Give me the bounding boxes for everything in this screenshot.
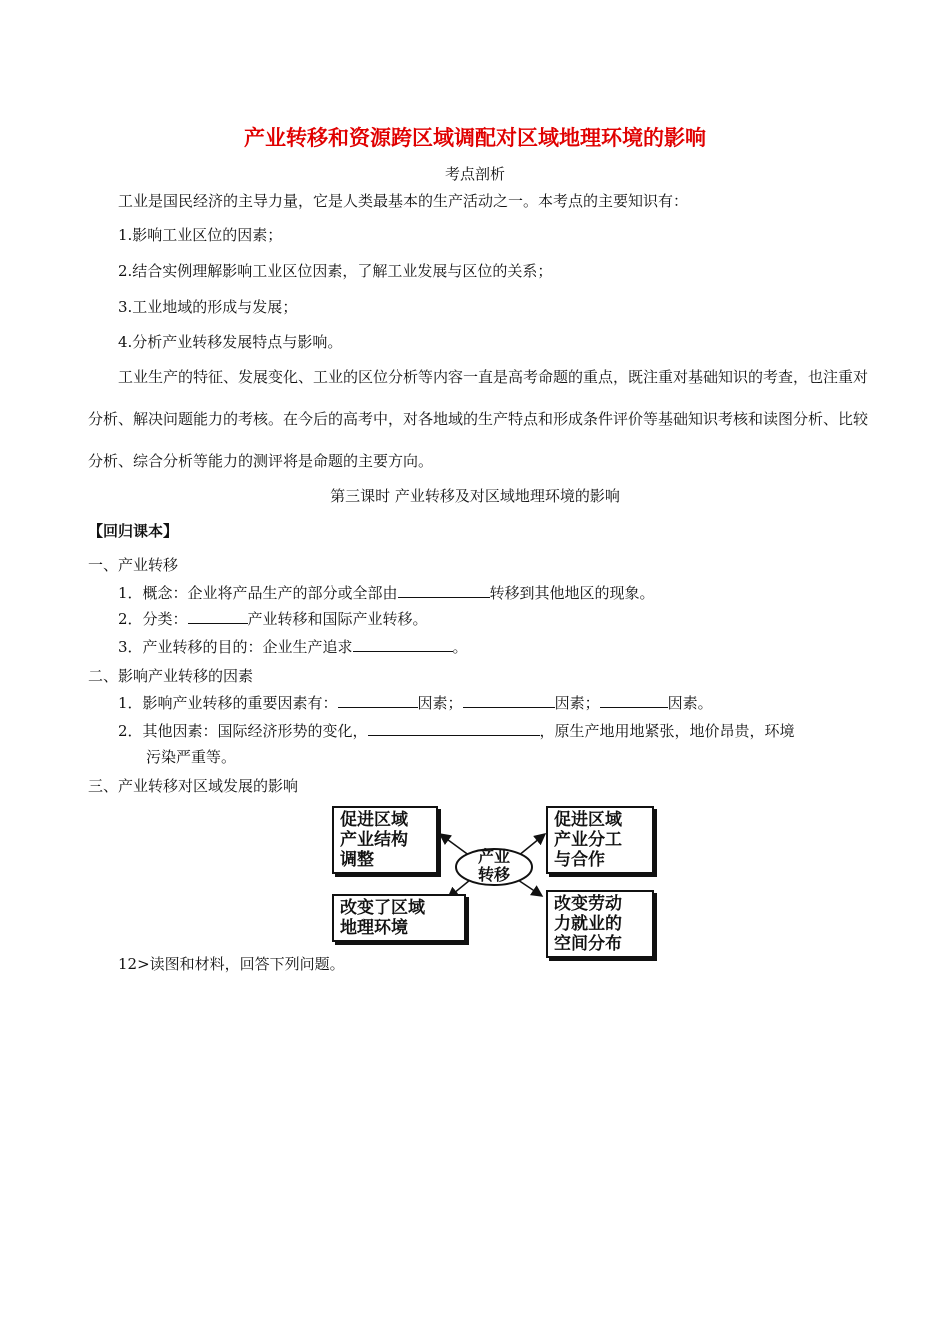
intro-paragraph: 工业是国民经济的主导力量，它是人类最基本的生产活动之一。本考点的主要知识有：	[118, 192, 689, 210]
section2-item2-cont: 污染严重等。	[146, 748, 237, 766]
section1-heading: 一、产业转移	[88, 556, 179, 574]
lesson-title: 第三课时 产业转移及对区域地理环境的影响	[330, 487, 620, 505]
fill-blank[interactable]	[338, 693, 418, 708]
box-top-left: 促进区域 产业结构 调整	[332, 806, 438, 874]
box-bottom-right: 改变劳动 力就业的 空间分布	[546, 890, 654, 958]
diagram-center-label: 产业 转移	[477, 847, 510, 884]
analysis-paragraph: 工业生产的特征、发展变化、工业的区位分析等内容一直是高考命题的重点，既注重对基础知识的考查，也注重对分析、解决问题能力的考核。在今后的高考中，对各地域的生产特点和形成条件评价等基础知识考核和读图分析、比较分析、综合分析等能力的测评将是命题的主要方向。	[88, 368, 869, 470]
fill-blank[interactable]	[188, 609, 248, 624]
transfer-diagram	[330, 804, 660, 954]
point-2: 2.结合实例理解影响工业区位因素，了解工业发展与区位的关系；	[118, 262, 553, 280]
review-heading: 【回归课本】	[88, 522, 179, 540]
fill-blank[interactable]	[368, 721, 540, 736]
section1-item1: 1．概念：企业将产品生产的部分或全部由 转移到其他地区的现象。	[118, 584, 655, 602]
fill-blank[interactable]	[463, 693, 555, 708]
point-4: 4.分析产业转移发展特点与影响。	[118, 333, 343, 351]
subtitle: 考点剖析	[444, 165, 505, 183]
section2-item2: 2．其他因素：国际经济形势的变化， ，原生产地用地紧张，地价昂贵，环境	[118, 722, 795, 740]
fill-blank[interactable]	[398, 583, 490, 598]
box-bottom-left: 改变了区域 地理环境	[332, 894, 466, 942]
fill-blank[interactable]	[600, 693, 668, 708]
section1-item2: 2．分类： 产业转移和国际产业转移。	[118, 610, 428, 628]
fill-blank[interactable]	[353, 637, 453, 652]
document-title: 产业转移和资源跨区域调配对区域地理环境的影响	[244, 126, 706, 150]
section1-item3: 3．产业转移的目的：企业生产追求 。	[118, 638, 468, 656]
point-1: 1.影响工业区位的因素；	[118, 226, 283, 244]
section3-heading: 三、产业转移对区域发展的影响	[88, 777, 299, 795]
point-3: 3.工业地域的形成与发展；	[118, 298, 298, 316]
question-prompt: 12>读图和材料，回答下列问题。	[118, 955, 345, 973]
section2-heading: 二、影响产业转移的因素	[88, 667, 254, 685]
section2-item1: 1．影响产业转移的重要因素有： 因素； 因素； 因素。	[118, 694, 713, 712]
box-top-right: 促进区域 产业分工 与合作	[546, 806, 654, 874]
